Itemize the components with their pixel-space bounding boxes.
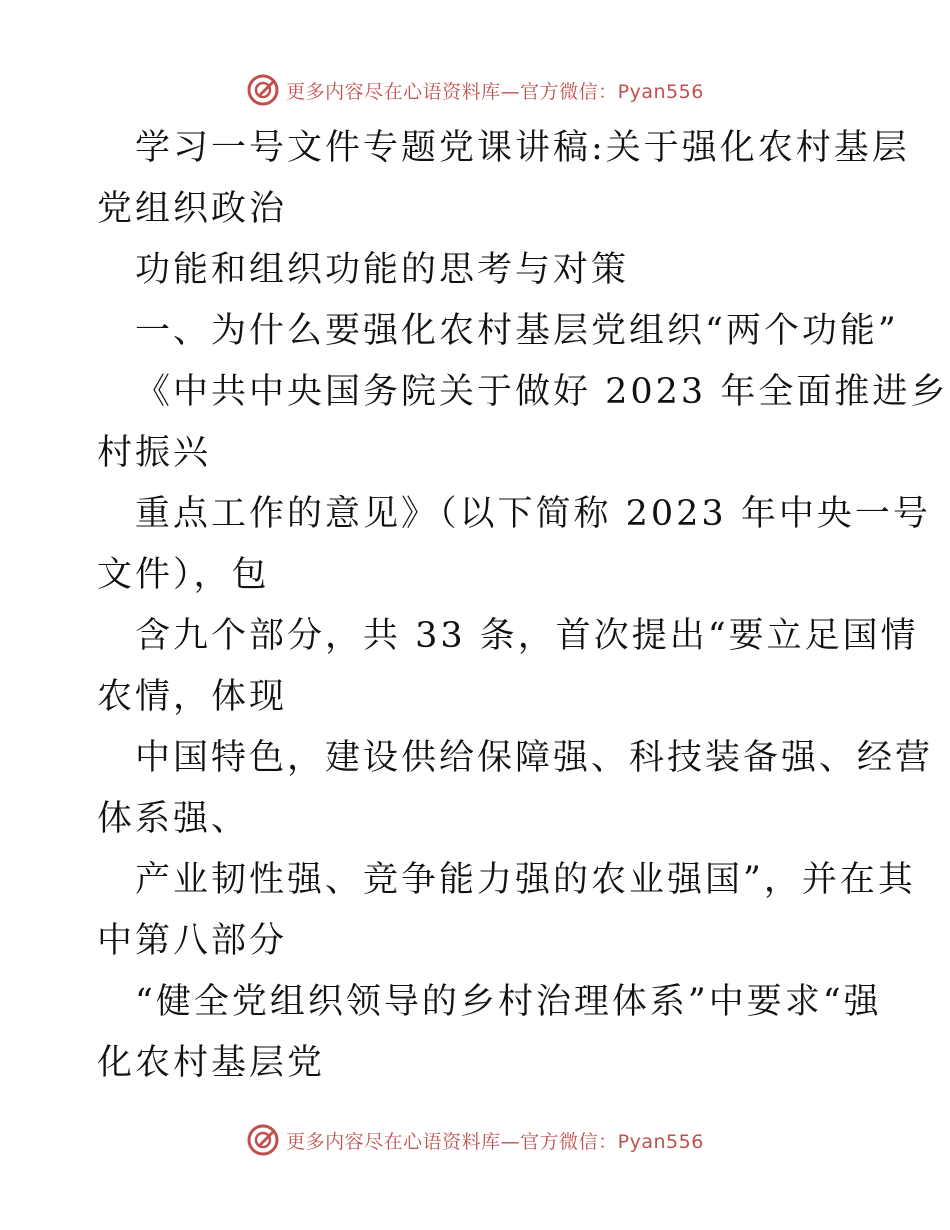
footer-watermark-banner [0, 1120, 950, 1160]
text-line: 功能和组织功能的思考与对策 [135, 250, 630, 290]
text-line: 中国特色，建设供给保障强、科技装备强、经营 [135, 738, 934, 778]
text-line: 学习一号文件专题党课讲稿:关于强化农村基层 [135, 128, 910, 168]
text-line: 农情，体现 [97, 677, 288, 717]
document-body [97, 118, 949, 1094]
text-line: 《中共中央国务院关于做好 2023 年全面推进乡 [135, 372, 949, 412]
text-line: 体系强、 [97, 799, 250, 839]
logo-icon [246, 1123, 280, 1157]
text-line: 产业韧性强、竞争能力强的农业强国”，并在其 [135, 860, 916, 900]
text-line: 党组织政治 [97, 189, 288, 229]
banner-text: 更多内容尽在心语资料库—官方微信：Pyan556 [286, 80, 704, 103]
text-line: 村振兴 [97, 433, 212, 473]
banner-text: 更多内容尽在心语资料库—官方微信：Pyan556 [286, 1130, 704, 1153]
header-watermark-banner [0, 70, 950, 110]
text-line: “健全党组织领导的乡村治理体系”中要求“强 [135, 982, 882, 1022]
text-line: 文件），包 [97, 555, 270, 595]
text-line: 一、为什么要强化农村基层党组织“两个功能” [135, 311, 899, 351]
text-line: 重点工作的意见》（以下简称 2023 年中央一号 [135, 494, 931, 534]
text-line: 含九个部分，共 33 条，首次提出“要立足国情 [135, 616, 919, 656]
text-line: 中第八部分 [97, 921, 288, 961]
logo-icon [246, 73, 280, 107]
text-line: 化农村基层党 [97, 1043, 326, 1083]
